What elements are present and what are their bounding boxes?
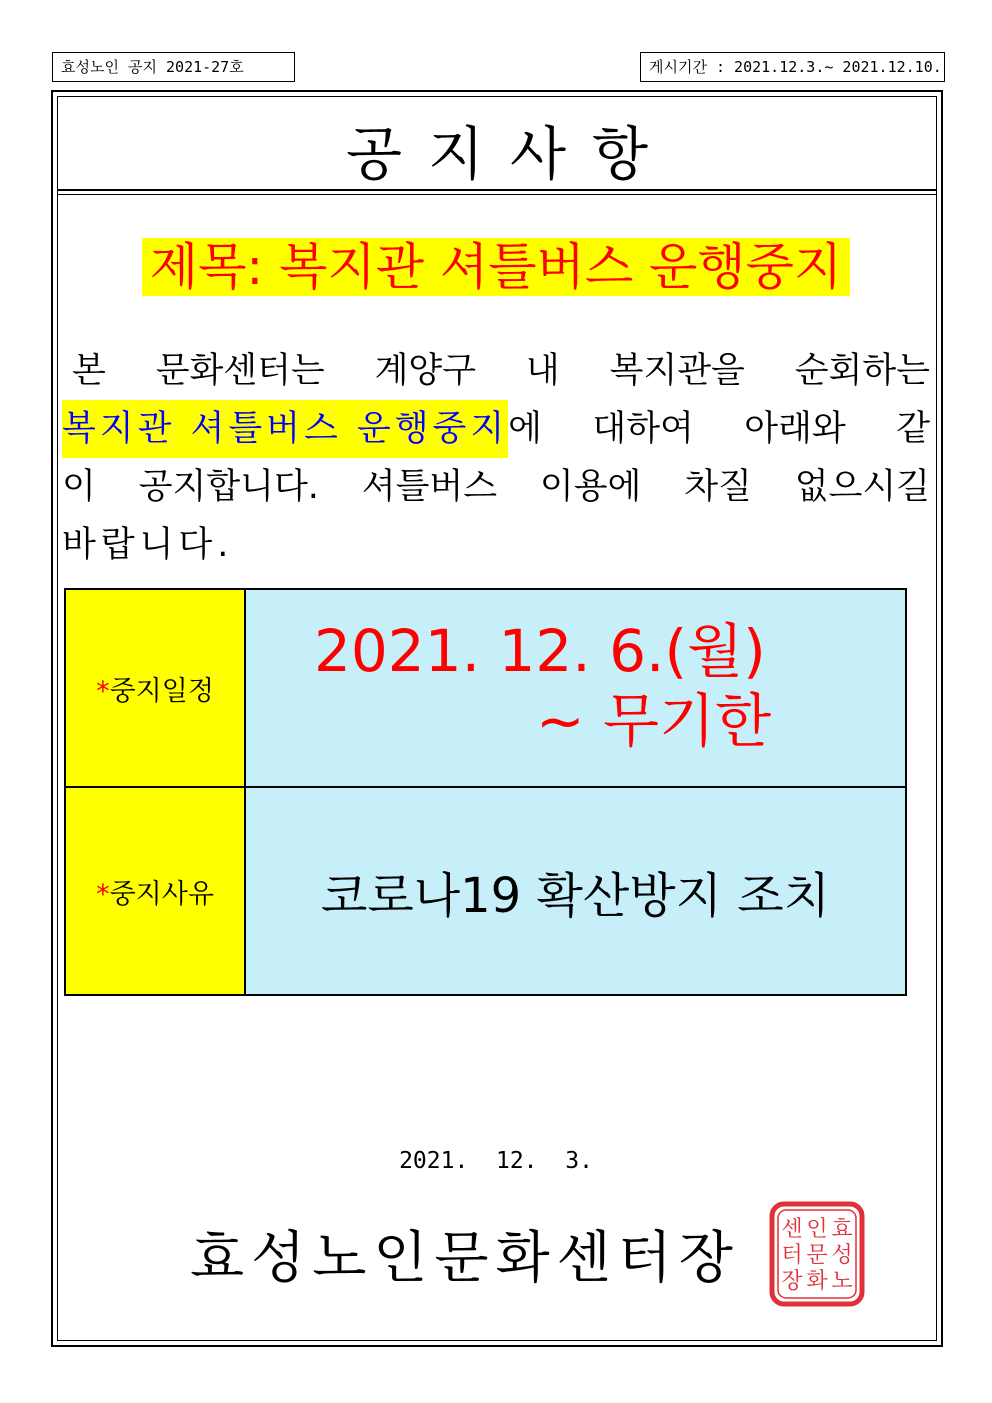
schedule-end: ~ 무기한: [536, 687, 772, 755]
page-title: 공지사항: [345, 120, 675, 188]
body-highlight: 복지관 셔틀버스 운행중지: [62, 400, 508, 458]
schedule-label-cell: [65, 589, 245, 787]
reason-value-cell: [245, 787, 906, 995]
issue-date: 2021. 12. 3.: [399, 1148, 593, 1174]
title-row: [58, 97, 936, 191]
schedule-label: 중지일정: [109, 675, 214, 707]
schedule-star: *: [96, 675, 110, 707]
table-row-schedule: [65, 589, 906, 787]
body-line-3: [62, 458, 930, 516]
svg-text:센: 센: [781, 1217, 803, 1242]
notice-number: 효성노인 공지 2021-27호: [52, 52, 295, 82]
body-line-3-text: 이 공지합니다. 셔틀버스 이용에 차질 없으시길: [62, 467, 930, 507]
svg-text:효: 효: [831, 1217, 853, 1242]
body-line-4-text: 바랍니다.: [62, 525, 234, 565]
reason-label-cell: [65, 787, 245, 995]
body-line-1: [62, 342, 930, 400]
svg-text:노: 노: [831, 1269, 853, 1294]
info-table: [64, 588, 907, 996]
body-line-2-rest: 에 대하여 아래와 같: [508, 409, 930, 449]
table-row-reason: [65, 787, 906, 995]
svg-text:인: 인: [806, 1217, 828, 1242]
body-line-1-text: 본 문화센터는 계양구 내 복지관을 순회하는: [72, 351, 930, 391]
signature: 효성노인문화센터장: [190, 1226, 740, 1291]
reason-label: 중지사유: [109, 878, 214, 910]
body-line-2: [62, 400, 930, 458]
svg-text:문: 문: [806, 1243, 828, 1268]
official-seal-icon: [768, 1200, 866, 1308]
subject-wrap: [0, 238, 992, 296]
reason-star: *: [96, 878, 110, 910]
svg-text:성: 성: [831, 1243, 853, 1268]
svg-text:화: 화: [806, 1269, 828, 1294]
body-line-4: [62, 516, 930, 574]
schedule-start-date: 2021. 12. 6.(월): [314, 617, 766, 685]
svg-text:장: 장: [781, 1269, 803, 1294]
schedule-value-cell: [245, 589, 906, 787]
subject-heading: 제목: 복지관 셔틀버스 운행중지: [142, 238, 850, 296]
posting-period: 게시기간 : 2021.12.3.~ 2021.12.10.: [640, 52, 945, 82]
svg-text:터: 터: [781, 1243, 803, 1268]
reason-value: 코로나19 확산방지 조치: [321, 867, 830, 924]
